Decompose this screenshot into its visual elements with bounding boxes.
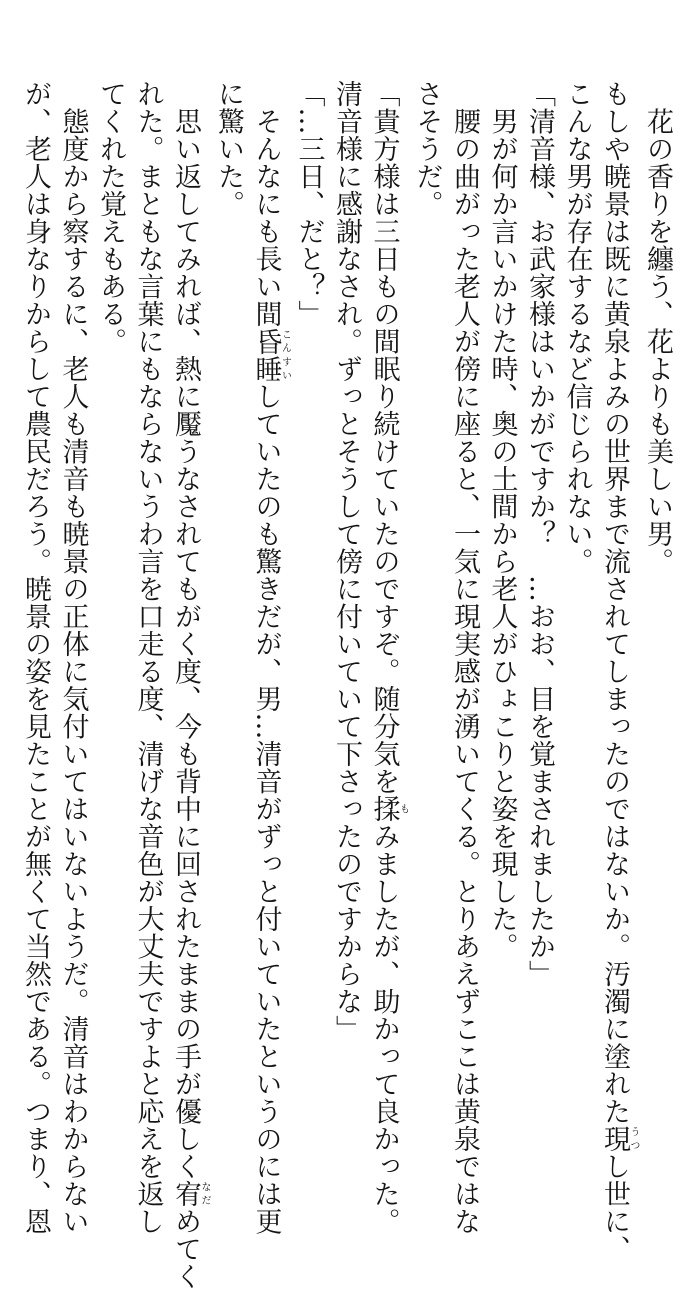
text-line-15: てくれた覚えもある。 (95, 80, 126, 355)
text-line-10: 「…三日、だと？」 (293, 80, 325, 328)
text-line-4: 「清音様、お武家様はいかがですか？ …おお、目を覚まされましたか」 (524, 80, 555, 988)
text-line-6: 腰の曲がった老人が傍に座ると、一気に現実感が湧いてくる。とりあえずここは黄泉ではな (449, 80, 480, 1235)
text-line-2: もしや暁景は既に黄泉よみの世界まで流されてしまったのではないか。汚濁に塗れた現うつし世に、 (599, 80, 639, 1263)
text-line-17: が、老人は身なりからして農民だろう。暁景の姿を見たことが無くて当然である。つまり、恩 (20, 80, 51, 1235)
text-line-1: 花の香りを纏う、花よりも美しい男。 (642, 80, 673, 575)
text-line-14: れた。まともな言葉にもならないうわ言を口走る度、清げな音色が大丈夫ですよと応えを返し (132, 80, 164, 1235)
furigana-ruby: 現うつ (599, 1125, 639, 1153)
furigana-ruby: 揉も (368, 795, 409, 823)
text-line-7: さそうだ。 (411, 80, 443, 218)
furigana-reading: も (397, 795, 409, 823)
text-line-16: 態度から察するに、老人も清音も暁景の正体に気付いてはいないようだ。清音はわからない (57, 80, 89, 1235)
furigana-reading: うつ (628, 1125, 639, 1153)
furigana-ruby: 宥なだ (170, 1180, 210, 1208)
text-line-3: こんな男が存在するなど信じられない。 (561, 80, 593, 575)
vertical-text-body (17, 80, 677, 1290)
text-line-5: 男が何か言いかけた時、奥の土間から老人がひょこりと姿を現した。 (486, 80, 518, 960)
furigana-ruby: 昏睡こんすい (250, 327, 291, 383)
text-line-11: そんなにも長い間昏睡こんすいしていたのも驚きだが、男…清音がずっと付いていたというのには更 (250, 80, 291, 1235)
furigana-reading: なだ (199, 1180, 210, 1208)
furigana-reading: こんすい (279, 327, 291, 383)
text-line-9: 清音様に感謝なされ。ずっとそうして傍に付いていて下さったのですからな」 (331, 80, 362, 1043)
text-line-13: 思い返してみれば、熱に魘うなされてもがく度、今も背中に回されたままの手が優しく宥なだめてく (170, 80, 210, 1290)
text-line-8: 「貴方様は三日もの間眠り続けていたのですぞ。随分気を揉もみましたが、助かって良かった。 (368, 80, 409, 1235)
text-line-12: に驚いた。 (213, 80, 244, 218)
